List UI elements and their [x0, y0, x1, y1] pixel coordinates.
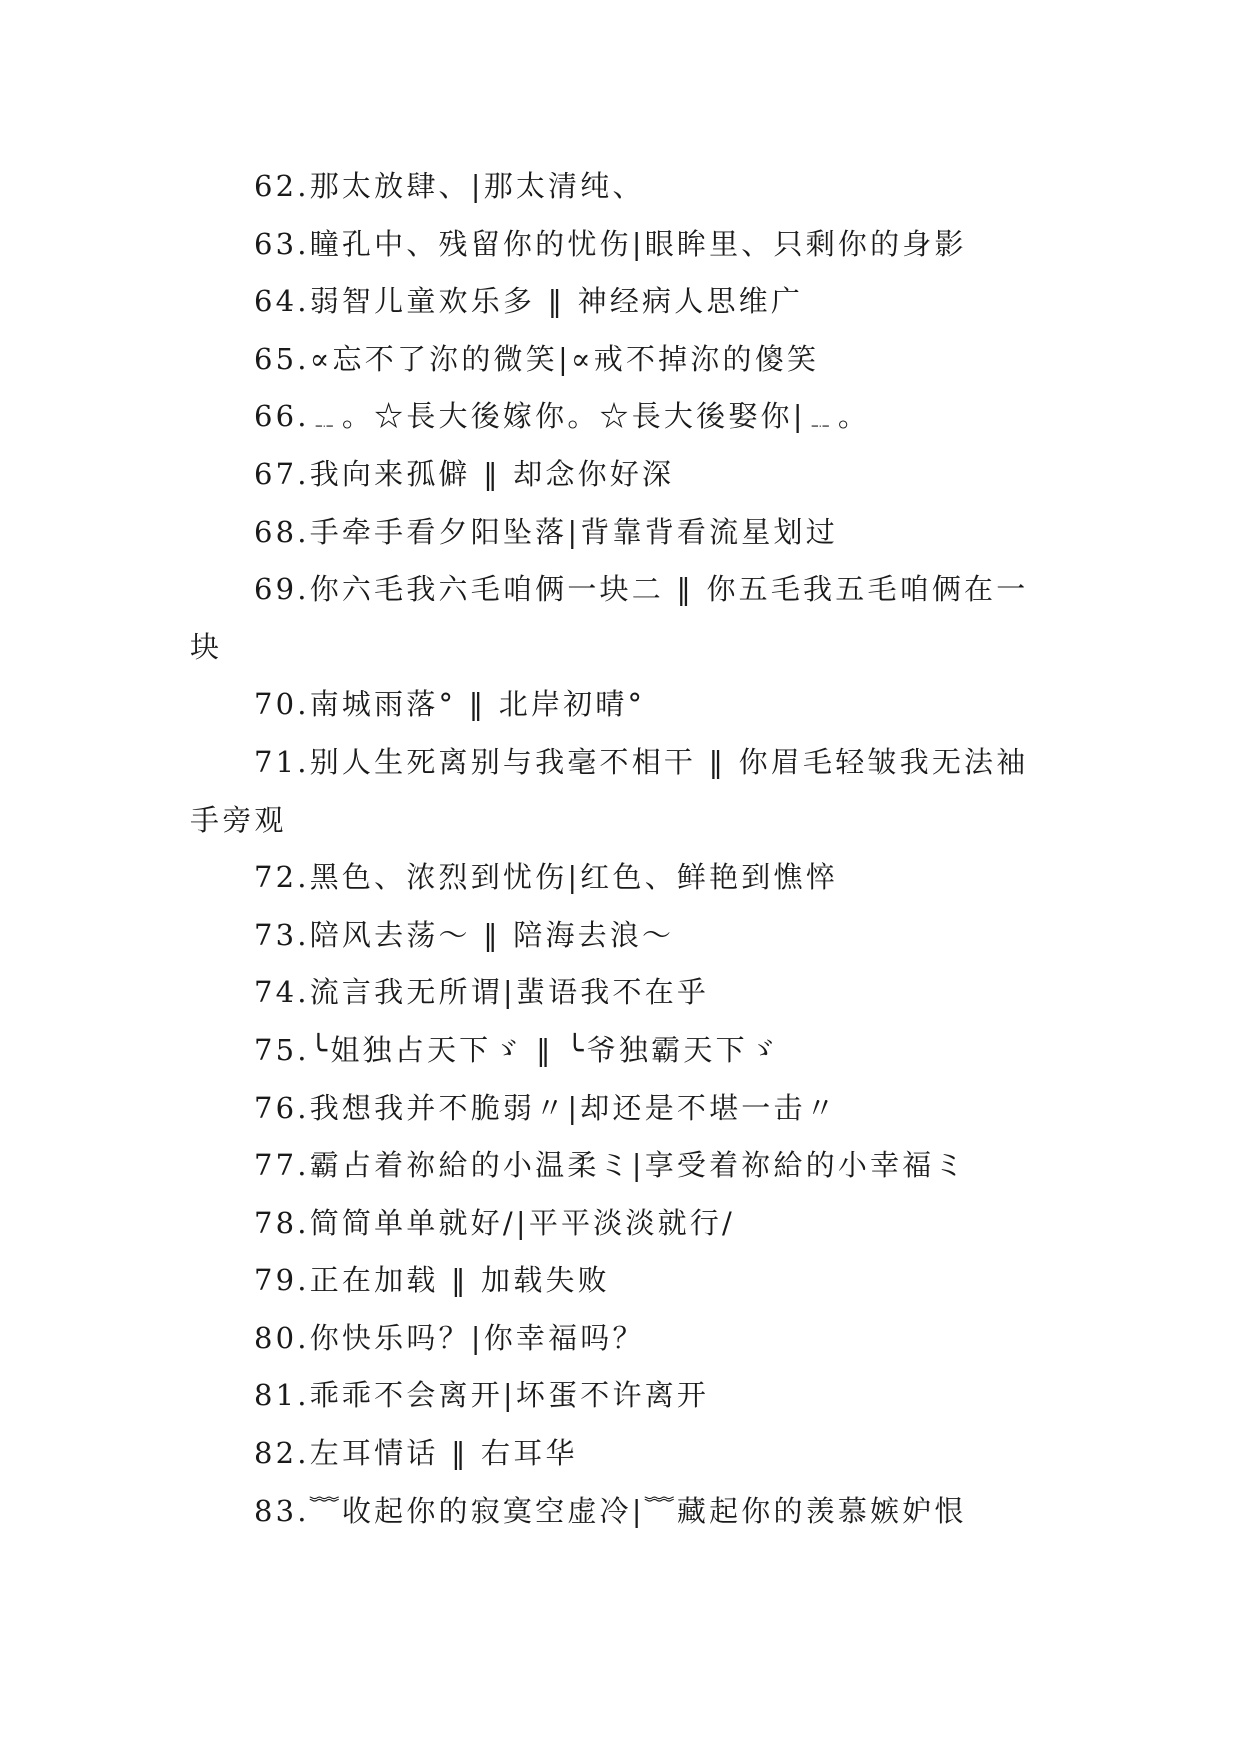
list-item: 74.流言我无所谓|蜚语我不在乎 — [254, 975, 710, 1010]
list-item: 76.我想我并不脆弱〃|却还是不堪一击〃 — [254, 1090, 838, 1125]
list-item: 68.手牵手看夕阳坠落|背靠背看流星划过 — [254, 514, 838, 549]
text-body — [190, 158, 1060, 1540]
list-item: 64.弱智儿童欢乐多 ‖ 神经病人思维广 — [254, 284, 804, 319]
list-item: 72.黑色、浓烈到忧伤|红色、鲜艳到憔悴 — [254, 860, 838, 895]
list-item: 65.∝忘不了沵的微笑|∝戒不掉沵的傻笑 — [254, 341, 820, 376]
list-item: 73.陪风去荡～ ‖ 陪海去浪～ — [254, 917, 675, 952]
list-item: 81.乖乖不会离开|坏蛋不许离开 — [254, 1378, 710, 1413]
list-item: 75.╰姐独占天下ゞ ‖ ╰爷独霸天下ゞ — [254, 1032, 780, 1067]
list-item: 67.我向来孤僻 ‖ 却念你好深 — [254, 456, 675, 491]
list-item: 78.简简单单就好/|平平淡淡就行/ — [254, 1205, 736, 1240]
list-item: 79.正在加载 ‖ 加载失败 — [254, 1263, 610, 1298]
list-item: 62.那太放肆、|那太清纯、 — [254, 169, 645, 203]
list-item: 71.别人生死离别与我毫不相干 ‖ 你眉毛轻皱我无法袖手旁观 — [190, 744, 1029, 837]
list-item: 83.﹌收起你的寂寞空虚冷|﹌藏起你的羡慕嫉妒恨 — [254, 1493, 967, 1528]
list-item: 69.你六毛我六毛咱俩一块二 ‖ 你五毛我五毛咱俩在一块 — [190, 572, 1029, 664]
list-item: 70.南城雨落° ‖ 北岸初晴° — [254, 687, 646, 722]
list-item: 66.﹎。☆長大後嫁你。☆長大後娶你|﹎。 — [254, 399, 871, 434]
list-item: 63.瞳孔中、残留你的忧伤|眼眸里、只剩你的身影 — [254, 226, 967, 261]
list-item: 82.左耳情话 ‖ 右耳华 — [254, 1436, 578, 1471]
list-item: 80.你快乐吗？|你幸福吗？ — [254, 1320, 645, 1355]
list-item: 77.霸占着祢給的小温柔ミ|享受着祢給的小幸福ミ — [254, 1148, 967, 1183]
